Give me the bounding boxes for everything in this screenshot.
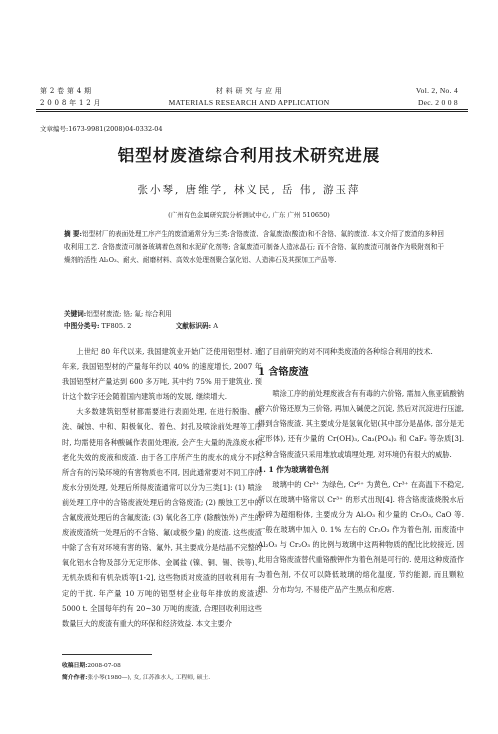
doc-code-label: 文献标识码: <box>175 322 212 330</box>
intro-paragraph-1: 上世纪 80 年代以来, 我国建筑业开始广泛使用铝型材. 近年来, 我国铝型材的产量每年约以 40% 的速度增长, 2007 年我国铝型材产量达到 600 多万吨, 其中约 75% 用于建筑业. 预计这个数字还会随着国内建筑市场的发展, 继续增大. <box>62 347 262 402</box>
journal-name-en: MATERIALS RESEARCH AND APPLICATION <box>168 98 330 107</box>
journal-volume-issue: 第 2 卷 第 4 期 <box>40 87 92 95</box>
journal-date-en: Dec. 2 0 0 8 <box>417 98 458 107</box>
author-bio-label: 简介作者: <box>62 675 88 681</box>
affiliation: (广州有色金属研究院分析测试中心, 广东 广州 510650) <box>168 211 330 219</box>
abstract-text: 铝型材厂的表面处理工序产生的废渣通常分为三类:含铬废渣、含氟废渣(酸渣)和不含铬、氟的废渣. 本文介绍了废渣的多种回收利用工艺. 含铬废渣可制备玻璃着色剂和水泥矿化剂等; 含氟废渣可制备人造冰晶石; 而不含铬、氟的废渣可制备作为吸附剂和干燥剂的活性 Al₂O₃、耐火、耐磨材料、高效水处理剂聚合氯化铝、人造沸石及其探加工产品等. <box>64 230 445 264</box>
journal-name-cn: 材 料 研 究 与 应 用 <box>215 87 283 95</box>
author-list: 张小琴, 唐维学, 林义民, 岳 伟, 游玉萍 <box>137 184 361 196</box>
body-left-column <box>62 344 262 631</box>
received-date <box>62 660 121 669</box>
received-value: 2008-07-08 <box>87 663 121 669</box>
article-number: 文章编号:1673-9981(2008)04-0332-04 <box>40 125 163 133</box>
abstract-label: 摘 要: <box>64 230 82 238</box>
classification <box>64 320 218 330</box>
clc-label: 中图分类号: <box>64 322 100 330</box>
subsection-heading-1-1: 1. 1 作为玻璃着色剂 <box>258 464 329 474</box>
section-heading-1: 1 含铬废渣 <box>258 367 309 379</box>
doc-code-value: A <box>213 322 218 330</box>
intro-paragraph-2: 大多数建筑铝型材都需要进行表面处理, 在进行脱脂、酸洗、碱蚀、中和、阳极氧化、着色、封孔及喷涂前处理等工序时, 均需使用各种酸碱作表面处理液, 会产生大量的洗涤废水和老化失效的废液和废渣. 由于各工序所产生的废水的成分不同, 所含有的污染环境的有害物质也不同, 因此通常要对不同工序的废水分别处理, 处理后所得废渣通常可以分为三类[1]: (1) 喷涂前处理工序中的含铬废液处理后的含铬废渣; (2) 酸蚀工艺中的含氟废液处理后的含氟废渣; (3) 氧化各工序 (除酸蚀外) 产生的废液废渣统一处理后的不含铬、氟(或极少量) 的废渣. 这些废渣中除了含有对环境有害的铬、氟外, 其主要成分是结晶不完整的氧化铝水合物及部分无定形体、金属盐 (镍、铜、锡、铁等)、无机杂质和有机杂质等[1-2], 这些物质对废渣的回收利用有一定的干扰. 年产量 10 万吨的铝型材企业每年排放的废渣达 5000 t. 全国每年约有 20~30 万吨的废渣, 合理回收利用这些数量巨大的废渣有重大的环保和经济效益. 本文主要介 <box>62 407 262 628</box>
abstract <box>64 228 444 267</box>
intro-paragraph-continued: 绍了目前研究的对不同种类废渣的各种综合利用的技术. <box>258 347 433 356</box>
keywords-text: 铝型材废渣; 铬; 氟; 综合利用 <box>86 310 172 318</box>
author-bio <box>62 672 210 681</box>
subsection-1-1-paragraph: 玻璃中的 Cr³⁺ 为绿色, Cr⁶⁺ 为黄色, Cr³⁺ 在高温下不稳定, 所以在玻璃中铬常以 Cr³⁺ 的形式出现[4]. 将含铬废渣烧脱水后粉碎为超细粉体, 主要成分为 Al₂O₃ 和少量的 Cr₂O₃, CaO 等. 一般在玻璃中加入 0. 1% 左右的 Cr₂O₃ 作为着色剂, 而废渣中 Al₂O₃ 与 Cr₂O₃ 的比例与玻璃中这两种物质的配比比较接近, 因此用含铬废渣替代重铬酸钾作为着色剂是可行的. 使用这种废渣作为着色剂, 不仅可以降低玻璃的熔化温度, 节约能源, 而且颗粒细、分布均匀, 不易使产品产生黑点和疙瘩. <box>258 479 464 595</box>
received-label: 收稿日期: <box>62 663 88 669</box>
journal-volume-en: Vol. 2, No. 4 <box>415 86 458 95</box>
keywords-label: 关键词: <box>64 310 87 318</box>
clc-value: TF805. 2 <box>101 322 132 330</box>
body-right-column <box>258 344 464 598</box>
author-bio-text: 张小琴(1980—), 女, 江苏淮水人, 工程师, 硕士. <box>87 675 211 681</box>
header-rule-bottom <box>36 111 468 112</box>
journal-date-cn: 2 0 0 8 年 1 2 月 <box>40 99 101 107</box>
footnote-rule <box>62 654 152 655</box>
header-rule-top <box>36 109 468 110</box>
keywords <box>64 308 172 318</box>
section-1-paragraph: 喷涂工序的前处理废液含有有毒的六价铬, 需加入焦亚硫酸钠将六价铬还原为三价铬, 再加入碱使之沉淀, 然后对沉淀进行压滤, 得到含铬废渣. 其主要成分是氢氧化铝(其中部分是晶体, 部分是无定形体), 还有少量的 Cr(OH)₃, Ca₃(PO₄)₂ 和 CaF₂ 等杂质[3]. 这种含铬废渣只采用堆放或填埋处理, 对环境仍有很大的威胁. <box>258 389 465 459</box>
paper-title: 铝型材废渣综合利用技术研究进展 <box>117 146 381 165</box>
